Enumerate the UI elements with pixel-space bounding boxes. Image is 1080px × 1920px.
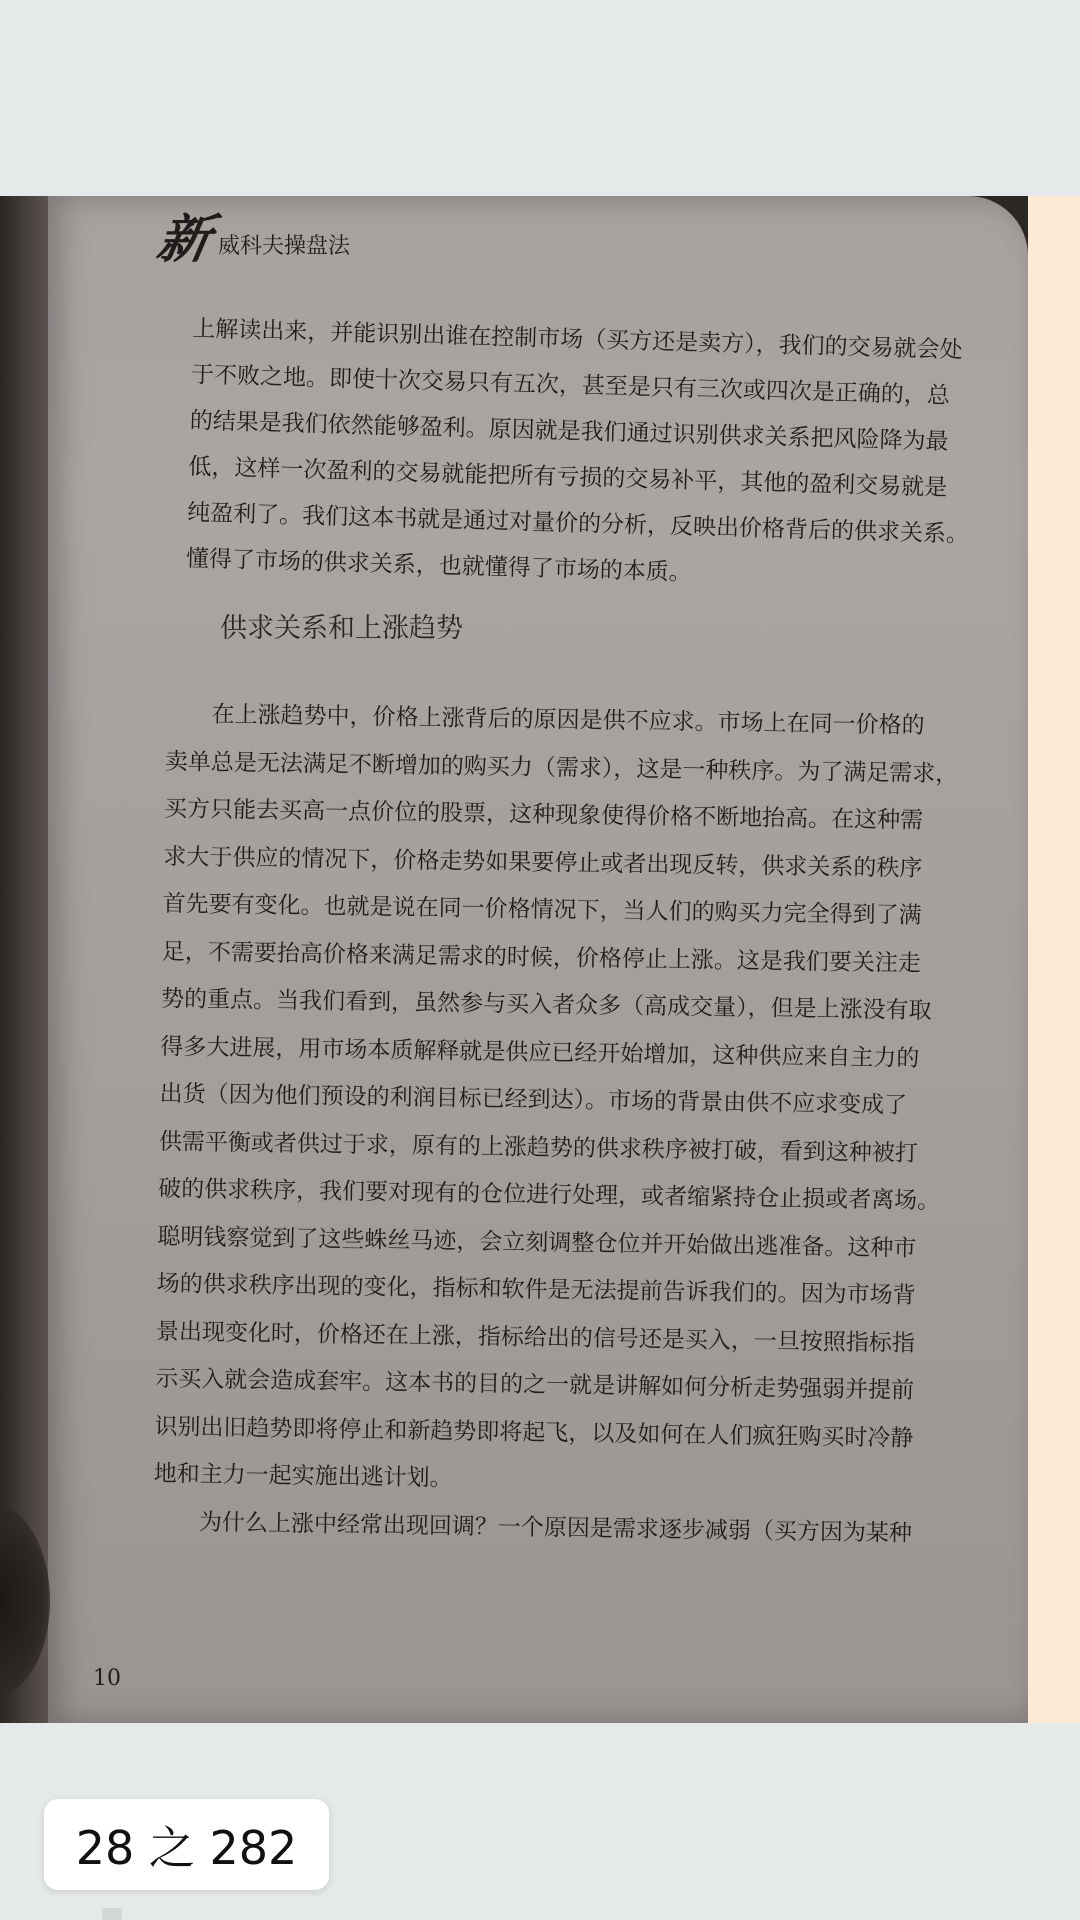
text-line: 首先要有变化。也就是说在同一价格情况下，当人们的购买力完全得到了满 [162, 890, 922, 929]
book-page [48, 196, 1028, 1723]
background-strip [1028, 196, 1080, 1723]
text-line: 破的供求秩序，我们要对现有的仓位进行处理，或者缩紧持仓止损或者离场。 [157, 1175, 941, 1215]
text-line: 地和主力一起实施出逃计划。 [153, 1460, 453, 1492]
text-line: 的结果是我们依然能够盈利。原因就是我们通过识别供求关系把风险降为最 [189, 407, 949, 456]
book-title: 威科夫操盘法 [218, 234, 351, 259]
text-line: 懂得了市场的供求关系，也就懂得了市场的本质。 [185, 545, 693, 587]
text-line: 势的重点。当我们看到，虽然参与买入者众多（高成交量），但是上涨没有取 [160, 985, 932, 1025]
text-line: 于不败之地。即使十次交易只有五次，甚至是只有三次或四次是正确的，总 [190, 361, 951, 410]
text-line: 足，不需要抬高价格来满足需求的时候，价格停止上涨。这是我们要关注走 [161, 938, 922, 977]
text-line: 聪明钱察觉到了这些蛛丝马迹，会立刻调整仓位并开始做出逃准备。这种市 [157, 1223, 917, 1262]
text-line: 卖单总是无法满足不断增加的购买力（需求），这是一种秩序。为了满足需求， [164, 748, 959, 787]
page-counter-badge: 28 之 282 [44, 1799, 329, 1890]
text-line: 纯盈利了。我们这本书就是通过对量价的分析，反映出价格背后的供求关系。 [186, 499, 970, 548]
paragraph-uptrend [153, 691, 960, 1558]
text-line: 求大于供应的情况下，价格走势如果要停止或者出现反转，供求关系的秩序 [163, 843, 923, 882]
text-line: 得多大进展，用市场本质解释就是供应已经开始增加，这种供应来自主力的 [160, 1033, 920, 1072]
page-header [152, 209, 351, 270]
text-line: 出货（因为他们预设的利润目标已经到达）。市场的背景由供不应求变成了 [159, 1080, 908, 1119]
text-line: 在上涨趋势中，价格上涨背后的原因是供不应求。市场上在同一价格的 [165, 700, 925, 739]
page-photo[interactable] [0, 196, 1080, 1723]
page-number: 10 [93, 1666, 121, 1691]
paragraph-intro [185, 306, 974, 604]
text-line: 场的供求秩序出现的变化，指标和软件是无法提前告诉我们的。因为市场背 [156, 1270, 916, 1309]
text-line: 示买入就会造成套牢。这本书的目的之一就是讲解如何分析走势强弱并提前 [154, 1365, 915, 1404]
section-heading: 供求关系和上涨趋势 [220, 613, 463, 644]
text-line: 供需平衡或者供过于求，原有的上涨趋势的供求秩序被打破，看到这种被打 [158, 1128, 919, 1167]
brand-logo-char: 新 [152, 209, 216, 270]
text-line: 买方只能去买高一点价位的股票，这种现象使得价格不断地抬高。在这种需 [163, 795, 924, 834]
text-line: 低，这样一次盈利的交易就能把所有亏损的交易补平，其他的盈利交易就是 [188, 453, 948, 502]
text-line: 识别出旧趋势即将停止和新趋势即将起飞，以及如何在人们疯狂购买时冷静 [154, 1413, 914, 1452]
text-line: 景出现变化时，价格还在上涨，指标给出的信号还是买入，一旦按照指标指 [155, 1318, 916, 1357]
scroll-handle[interactable] [102, 1908, 122, 1920]
text-line: 为什么上涨中经常出现回调？一个原因是需求逐步减弱（买方因为某种 [152, 1508, 913, 1547]
text-line: 上解读出来，并能识别出谁在控制市场（买方还是卖方），我们的交易就会处 [191, 315, 963, 364]
